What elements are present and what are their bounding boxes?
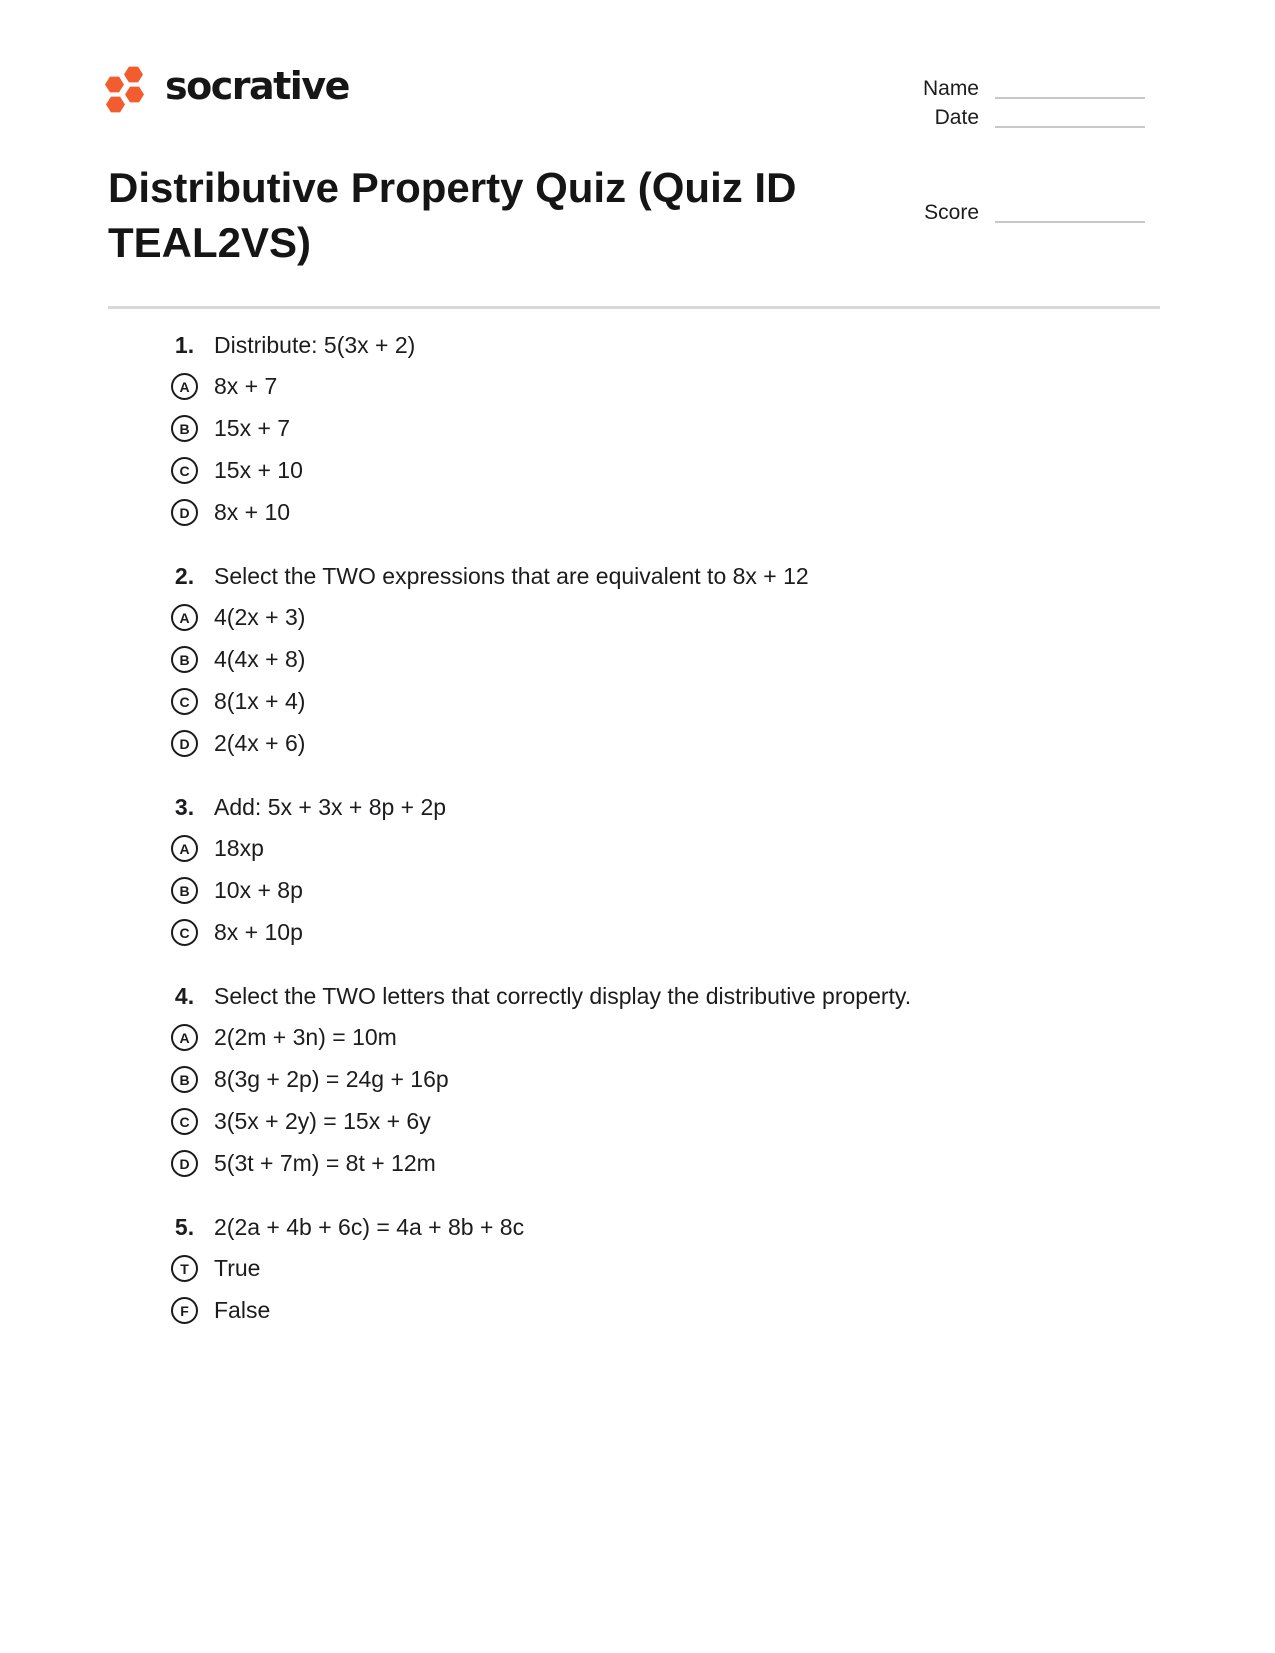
option-text: 5(3t + 7m) = 8t + 12m xyxy=(214,1150,436,1176)
answer-option xyxy=(171,373,1185,400)
option-letter-bubble: D xyxy=(171,730,198,757)
answer-option xyxy=(171,1108,1185,1135)
option-text: False xyxy=(214,1297,271,1323)
date-label: Date xyxy=(934,106,979,129)
option-letter-bubble: A xyxy=(171,604,198,631)
answer-option xyxy=(171,1297,1185,1324)
option-text: True xyxy=(214,1255,261,1281)
question-number: 1. xyxy=(174,332,195,358)
answer-option xyxy=(171,1066,1185,1093)
date-field-row xyxy=(935,107,1145,130)
score-field-row xyxy=(924,202,1145,225)
answer-option xyxy=(171,415,1185,442)
question-header xyxy=(171,1213,1185,1242)
option-letter-bubble: C xyxy=(171,688,198,715)
answer-option xyxy=(171,1150,1185,1177)
question-number: 4. xyxy=(174,983,195,1009)
answer-option xyxy=(171,499,1185,526)
option-text: 8x + 10p xyxy=(214,919,303,945)
question-text: Distribute: 5(3x + 2) xyxy=(214,332,416,358)
option-text: 8(3g + 2p) = 24g + 16p xyxy=(214,1066,449,1092)
hexagon-icon xyxy=(106,96,125,113)
option-list xyxy=(171,373,1185,526)
option-text: 15x + 10 xyxy=(214,457,303,483)
question xyxy=(171,562,1185,757)
answer-option xyxy=(171,604,1185,631)
question-text: 2(2a + 4b + 6c) = 4a + 8b + 8c xyxy=(214,1214,525,1240)
option-text: 15x + 7 xyxy=(214,415,291,441)
option-list xyxy=(171,1024,1185,1177)
option-letter-bubble: A xyxy=(171,1024,198,1051)
hexagon-icon xyxy=(125,86,144,103)
answer-option xyxy=(171,1024,1185,1051)
answer-option xyxy=(171,835,1185,862)
question-text: Add: 5x + 3x + 8p + 2p xyxy=(214,794,447,820)
option-text: 10x + 8p xyxy=(214,877,303,903)
score-write-line xyxy=(995,221,1145,223)
answer-option xyxy=(171,457,1185,484)
answer-option xyxy=(171,919,1185,946)
question-number: 5. xyxy=(174,1214,195,1240)
question xyxy=(171,793,1185,946)
question xyxy=(171,982,1185,1177)
name-field-row xyxy=(923,78,1145,101)
answer-option xyxy=(171,646,1185,673)
answer-option xyxy=(171,688,1185,715)
question-number: 3. xyxy=(174,794,195,820)
quiz-title: Distributive Property Quiz (Quiz ID TEAL2VS) xyxy=(108,164,797,267)
name-label: Name xyxy=(922,77,979,100)
option-letter-bubble: C xyxy=(171,457,198,484)
answer-option xyxy=(171,877,1185,904)
question-header xyxy=(171,562,1185,591)
question xyxy=(171,331,1185,526)
question-header xyxy=(171,331,1185,360)
option-text: 8x + 7 xyxy=(214,373,278,399)
option-letter-bubble: D xyxy=(171,499,198,526)
option-letter-bubble: C xyxy=(171,1108,198,1135)
option-list xyxy=(171,835,1185,946)
hexagon-icon xyxy=(105,76,124,93)
option-text: 2(2m + 3n) = 10m xyxy=(214,1024,397,1050)
question-number: 2. xyxy=(174,563,195,589)
option-text: 4(2x + 3) xyxy=(214,604,306,630)
option-text: 2(4x + 6) xyxy=(214,730,306,756)
option-letter-bubble: T xyxy=(171,1255,198,1282)
name-write-line xyxy=(995,97,1145,99)
option-letter-bubble: D xyxy=(171,1150,198,1177)
option-text: 8x + 10 xyxy=(214,499,291,525)
question-text: Select the TWO expressions that are equivalent to 8x + 12 xyxy=(214,563,809,589)
question-header xyxy=(171,793,1185,822)
option-letter-bubble: B xyxy=(171,1066,198,1093)
question-header xyxy=(171,982,1185,1011)
option-list xyxy=(171,1255,1185,1324)
option-list xyxy=(171,604,1185,757)
option-letter-bubble: F xyxy=(171,1297,198,1324)
socrative-hexagons-icon xyxy=(105,66,151,112)
option-text: 3(5x + 2y) = 15x + 6y xyxy=(214,1108,431,1134)
socrative-logo xyxy=(105,66,349,112)
question xyxy=(171,1213,1185,1324)
logo-wordmark: socrative xyxy=(165,64,349,108)
date-write-line xyxy=(995,126,1145,128)
option-letter-bubble: C xyxy=(171,919,198,946)
option-letter-bubble: A xyxy=(171,835,198,862)
score-label: Score xyxy=(924,201,979,224)
hexagon-icon xyxy=(124,66,143,83)
option-text: 8(1x + 4) xyxy=(214,688,306,714)
option-letter-bubble: A xyxy=(171,373,198,400)
question-list xyxy=(171,331,1185,1360)
option-letter-bubble: B xyxy=(171,415,198,442)
option-text: 18xp xyxy=(214,835,264,861)
option-text: 4(4x + 8) xyxy=(214,646,306,672)
header-divider xyxy=(108,306,1160,309)
option-letter-bubble: B xyxy=(171,646,198,673)
answer-option xyxy=(171,730,1185,757)
option-letter-bubble: B xyxy=(171,877,198,904)
answer-option xyxy=(171,1255,1185,1282)
question-text: Select the TWO letters that correctly display the distributive property. xyxy=(214,983,912,1009)
